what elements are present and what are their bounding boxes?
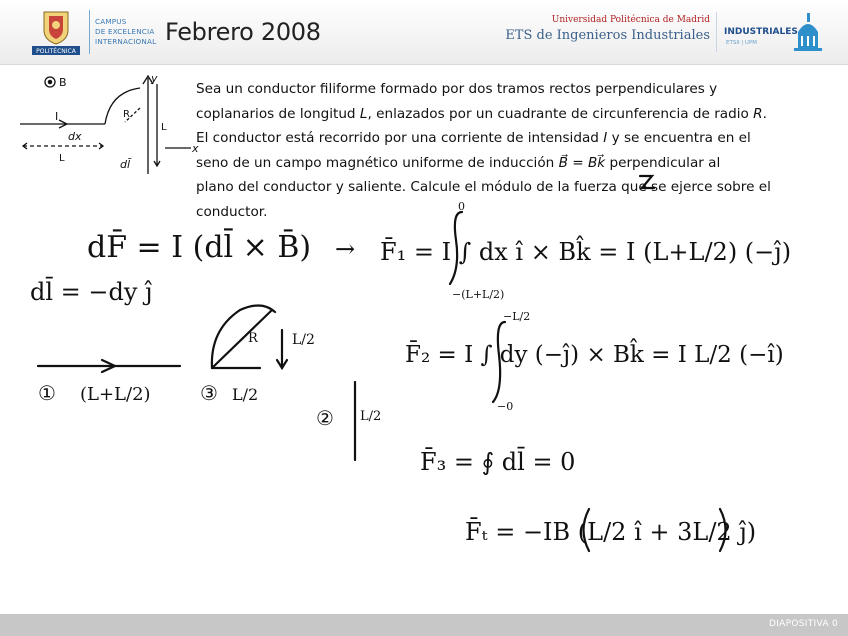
segment-label-2: ② [316, 406, 334, 430]
campus-line: INTERNACIONAL [95, 37, 157, 46]
dl-label: dl̄ [120, 158, 131, 171]
slide-title: Febrero 2008 [165, 18, 321, 46]
problem-line: plano del conductor y saliente. Calcule el módulo de la fuerza que se ejerce sobre el [196, 179, 771, 195]
eq-F1: F̄₁ = I ∫ dx î × Bk̂ = I (L+L/2) (−ĵ) [380, 238, 792, 266]
arc-radius-label: R [248, 331, 258, 346]
problem-line: seno de un campo magnético uniforme de inducción B⃗ = Bk⃗ perpendicular al [196, 154, 721, 171]
problem-line: El conductor está recorrido por una corriente de intensidad I y se encuentra en el [196, 130, 751, 146]
current-label: I [55, 110, 59, 123]
eq-dl: dl̄ = −dy ĵ [30, 278, 153, 306]
segment-length-2: L/2 [360, 409, 382, 424]
problem-line: coplanarios de longitud L, enlazados por un cuadrante de circunferencia de radio R. [196, 105, 767, 122]
eq-F1-upper-limit: 0 [458, 200, 465, 213]
university-name: Universidad Politécnica de Madrid [551, 15, 710, 25]
radius-label: R [123, 109, 130, 120]
eq-F2-lower-limit: −0 [497, 400, 514, 413]
arc-length-label: L/2 [292, 332, 315, 348]
industriales-logo-text: INDUSTRIALES [724, 27, 798, 37]
length-label-vertical: L [161, 122, 167, 133]
problem-line: Sea un conductor filiforme formado por dos tramos rectos perpendiculares y [196, 81, 718, 97]
eq-dF: dF̄ = I (dl̄ × B̄) [87, 230, 312, 265]
eq-F2: F̄₂ = I ∫ dy (−ĵ) × Bk̂ = I L/2 (−î) [405, 342, 784, 368]
slide-footer [0, 614, 848, 636]
eq-FT: F̄ₜ = −IB (L/2 î + 3L/2 ĵ) [465, 518, 757, 546]
campus-line: CAMPUS [95, 17, 127, 26]
arrow-glyph: → [335, 235, 356, 263]
axis-y-label: y [151, 72, 158, 85]
segment-length-1: (L+L/2) [80, 384, 151, 405]
campus-line: DE EXCELENCIA [95, 27, 155, 36]
segment-label-1: ① [38, 381, 56, 405]
eq-F3: F̄₃ = ∮ dl̄ = 0 [420, 448, 576, 476]
eq-F1-lower-limit: −(L+L/2) [452, 288, 505, 301]
industriales-logo-subtext: ETSII | UPM [726, 40, 758, 46]
school-name: ETS de Ingenieros Industriales [505, 28, 710, 43]
problem-line: conductor. [196, 203, 268, 220]
segment-length-3: L/2 [232, 385, 259, 404]
upm-logo-text: POLITÉCNICA [36, 48, 76, 55]
length-label-horizontal: L [59, 153, 65, 164]
field-label: B [59, 76, 67, 89]
eq-F2-upper-limit: −L/2 [503, 310, 531, 323]
segment-label-3: ③ [200, 381, 218, 405]
slide-number: DIAPOSITIVA 0 [769, 619, 838, 629]
dx-label: dx [68, 130, 82, 143]
axis-x-label: x [192, 142, 199, 155]
field-equation: B⃗ = Bk⃗ [558, 154, 606, 171]
